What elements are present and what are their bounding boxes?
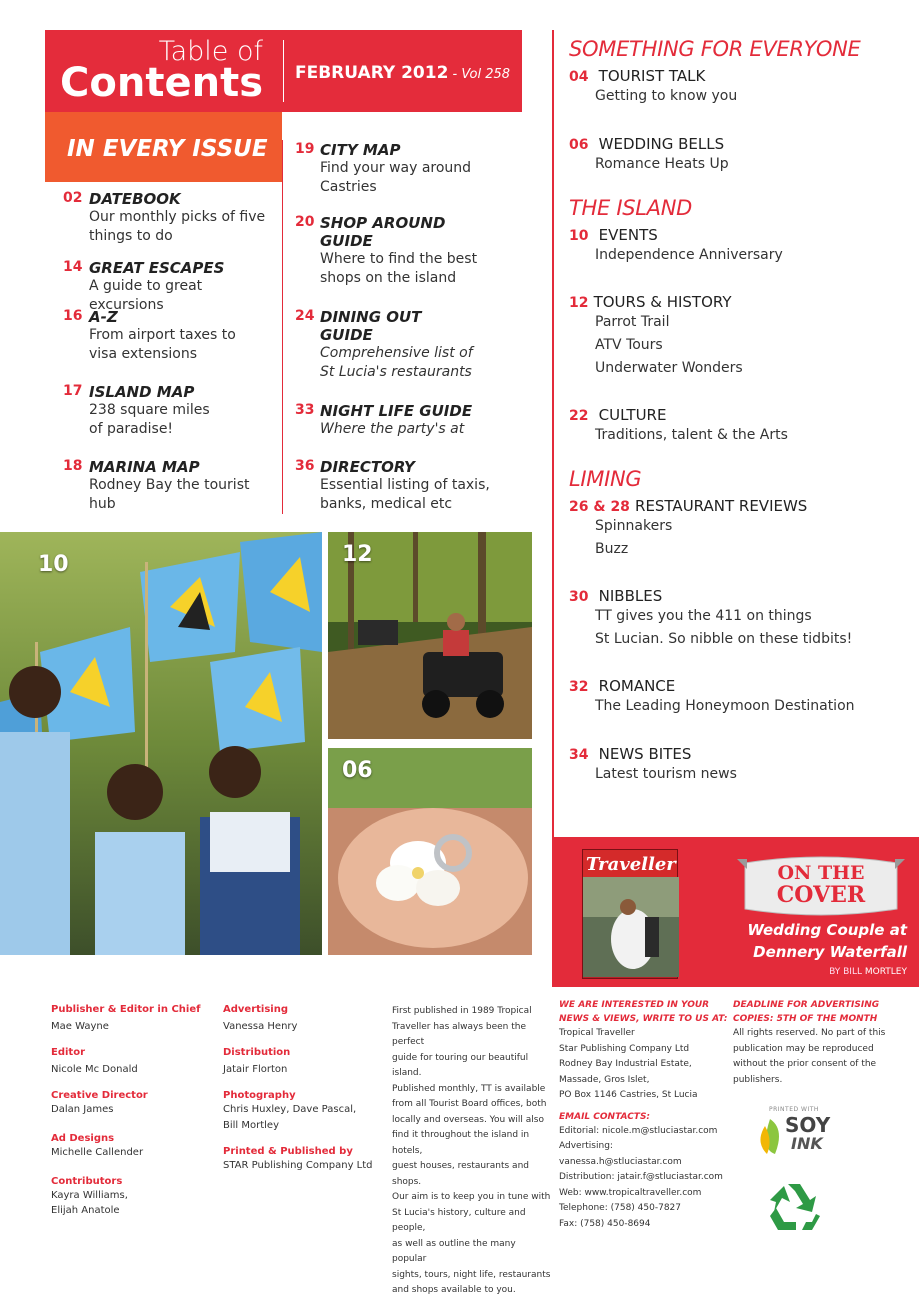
entry-title: ROMANCE [598, 677, 676, 695]
photo-page-number: 10 [38, 552, 69, 577]
entry-desc: Latest tourism news [595, 766, 737, 782]
toc-entry-tours-history[interactable] [569, 292, 743, 380]
entry-desc: banks, medical etc [320, 496, 453, 512]
about-line: and shops available to you. [392, 1285, 516, 1295]
toc-entry-tourist-talk[interactable] [569, 66, 737, 108]
email-heading: EMAIL CONTACTS: [559, 1111, 651, 1122]
page-number: 22 [569, 408, 589, 424]
photo-atv-tours [328, 532, 532, 739]
entry-title: WEDDING BELLS [598, 135, 725, 153]
footer-deadline [733, 998, 908, 1088]
toc-entry-restaurant-reviews[interactable] [569, 496, 807, 561]
entry-title: NIBBLES [598, 587, 663, 605]
about-line: Published monthly, TT is available [392, 1083, 546, 1094]
email-line[interactable]: Distribution: jatair.f@stluciastar.com [559, 1172, 723, 1182]
entry-title: SHOP AROUND [320, 214, 446, 232]
entry-title: TOURIST TALK [598, 67, 706, 85]
section-heading: SOMETHING FOR EVERYONE [569, 37, 861, 61]
entry-title: DINING OUT [320, 308, 422, 326]
rights-line: publication may be reproduced [733, 1043, 874, 1054]
footer-label: Printed & Published by [223, 1146, 353, 1157]
entry-desc: visa extensions [89, 346, 198, 362]
address-line: Rodney Bay Industrial Estate, [559, 1059, 692, 1069]
cover-caption-line2: Dennery Waterfall [753, 943, 907, 961]
entry-desc: A guide to great excursions [89, 278, 203, 313]
toc-entry-directory[interactable] [295, 458, 545, 514]
footer-value: Dalan James [51, 1104, 114, 1115]
entry-desc: Where to find the best [320, 251, 478, 267]
footer-label: Contributors [51, 1176, 123, 1187]
entry-title: ISLAND MAP [89, 383, 195, 401]
page-number: 19 [295, 141, 315, 157]
footer-label: Publisher & Editor in Chief [51, 1004, 201, 1015]
toc-entry-romance[interactable] [569, 676, 855, 718]
phone-line: Telephone: (758) 450-7827 [559, 1203, 681, 1213]
cover-thumbnail[interactable] [582, 849, 678, 979]
entry-desc: Essential listing of taxis, [320, 477, 490, 493]
photo-wedding-rings [328, 748, 532, 955]
footer-value: Bill Mortley [223, 1120, 280, 1131]
every-issue-banner [45, 112, 282, 182]
entry-desc: Comprehensive list of [320, 345, 473, 361]
contact-heading: WE ARE INTERESTED IN YOUR [559, 1000, 710, 1010]
photo-page-number: 12 [342, 542, 373, 567]
entry-desc: Romance Heats Up [595, 156, 729, 172]
entry-title: RESTAURANT REVIEWS [635, 497, 808, 515]
page-number: 12 [569, 295, 589, 311]
cover-credit [702, 967, 907, 977]
rights-line: All rights reserved. No part of this [733, 1028, 886, 1038]
entry-desc: Where the party's at [320, 421, 465, 437]
about-line: Our aim is to keep you in tune with [392, 1192, 551, 1202]
toc-title-small: Table of [158, 36, 263, 67]
toc-entry-night-life[interactable] [295, 402, 545, 439]
entry-title: DIRECTORY [320, 458, 415, 476]
photo-independence-flags [0, 532, 322, 955]
toc-entry-dining-out[interactable] [295, 308, 545, 382]
entry-desc: Getting to know you [595, 88, 738, 104]
footer-value: Chris Huxley, Dave Pascal, [223, 1104, 357, 1115]
page-number: 30 [569, 589, 589, 605]
email-line[interactable]: Advertising: vanessa.h@stluciastar.com [559, 1141, 682, 1167]
entry-title: DATEBOOK [89, 190, 181, 208]
page-number: 02 [63, 190, 83, 206]
footer-label: Advertising [223, 1004, 288, 1015]
toc-entry-wedding-bells[interactable] [569, 134, 729, 176]
entry-desc: Buzz [595, 541, 629, 557]
toc-entry-events[interactable] [569, 225, 783, 267]
footer-label: Creative Director [51, 1090, 148, 1101]
ink-big-text: INK [791, 1134, 823, 1153]
entry-title: MARINA MAP [89, 458, 200, 476]
entry-desc: shops on the island [320, 270, 457, 286]
rights-line: publishers. [733, 1074, 783, 1085]
issue-month: FEBRUARY 2012 [295, 63, 449, 83]
cover-thumb-title: Traveller [583, 850, 677, 877]
cover-caption-line1: Wedding Couple at [747, 921, 907, 939]
page-number: 17 [63, 383, 83, 399]
footer-value: Nicole Mc Donald [51, 1064, 138, 1075]
address-line: Tropical Traveller [559, 1028, 635, 1038]
entry-desc: Castries [320, 179, 377, 195]
about-line: First published in 1989 Tropical [392, 1006, 532, 1016]
entry-title: EVENTS [598, 226, 658, 244]
email-line[interactable]: Editorial: nicole.m@stluciastar.com [559, 1125, 718, 1136]
cover-caption [702, 919, 907, 977]
entry-desc: Find your way around [320, 160, 472, 176]
toc-entry-great-escapes[interactable] [63, 259, 278, 315]
address-line: Massade, Gros Islet, [559, 1074, 650, 1085]
entry-desc: Our monthly picks of five [89, 209, 266, 225]
footer-masthead-col1 [51, 1004, 221, 1218]
soy-leaf-icon [755, 1114, 785, 1159]
footer-value: Michelle Callender [51, 1147, 144, 1158]
issue-volume: Vol 258 [461, 67, 511, 82]
footer-value: Elijah Anatole [51, 1205, 120, 1216]
toc-entry-culture[interactable] [569, 405, 788, 447]
about-line: from all Tourist Board offices, both [392, 1099, 547, 1109]
toc-entry-city-map[interactable] [295, 141, 545, 197]
about-line: as well as outline the many popular [392, 1238, 516, 1264]
page-number: 33 [295, 402, 315, 418]
cover-badge-line1: ON THE [777, 862, 865, 884]
entry-title: GUIDE [320, 326, 373, 344]
fax-line: Fax: (758) 450-8694 [559, 1218, 651, 1229]
toc-entry-shop-around[interactable] [295, 214, 545, 288]
toc-entry-island-map[interactable] [63, 383, 278, 439]
entry-desc: Rodney Bay the tourist hub [89, 477, 250, 512]
entry-desc: From airport taxes to [89, 327, 236, 343]
entry-desc: Independence Anniversary [595, 247, 783, 263]
footer-label: Photography [223, 1090, 296, 1101]
entry-desc: St Lucian. So nibble on these tidbits! [595, 631, 853, 647]
page-number: 26 & 28 [569, 499, 630, 515]
about-line: locally and overseas. You will also [392, 1114, 544, 1125]
footer-label: Ad Designs [51, 1133, 115, 1144]
entry-title: NEWS BITES [598, 745, 692, 763]
entry-desc: Underwater Wonders [595, 360, 743, 376]
entry-title: CITY MAP [320, 141, 401, 159]
footer-contact [559, 998, 729, 1232]
issue-separator: - [448, 67, 462, 82]
entry-desc: St Lucia's restaurants [320, 364, 472, 380]
entry-desc: of paradise! [89, 421, 174, 437]
soy-big-text: SOY [785, 1113, 831, 1137]
entry-desc: 238 square miles [89, 402, 210, 418]
toc-entry-a-z[interactable] [63, 308, 278, 364]
toc-title: Contents [60, 60, 263, 106]
cover-thumb-image [583, 877, 679, 977]
about-line: find it throughout the island in hotels, [392, 1130, 530, 1156]
footer-value: Mae Wayne [51, 1021, 109, 1032]
entry-desc: TT gives you the 411 on things [595, 608, 812, 624]
page-number: 14 [63, 259, 83, 275]
recycle-icon [766, 1178, 824, 1236]
page-number: 32 [569, 679, 589, 695]
cover-badge-line2: COVER [776, 882, 866, 908]
footer-masthead-col2 [223, 1004, 383, 1173]
soy-small-text: PRINTED WITH [769, 1106, 819, 1113]
entry-title: A-Z [89, 308, 118, 326]
toc-entry-nibbles[interactable] [569, 586, 852, 651]
entry-title: GUIDE [320, 232, 373, 250]
entry-desc: things to do [89, 228, 173, 244]
on-the-cover-panel [552, 837, 919, 987]
deadline-heading: COPIES: 5TH OF THE MONTH [733, 1014, 878, 1024]
on-the-cover-badge [737, 855, 905, 921]
page-number: 36 [295, 458, 315, 474]
footer-value: Vanessa Henry [223, 1021, 298, 1032]
entry-title: CULTURE [598, 406, 667, 424]
address-line: PO Box 1146 Castries, St Lucia [559, 1090, 698, 1100]
entry-desc: ATV Tours [595, 337, 663, 353]
about-line: guide for touring our beautiful island. [392, 1052, 529, 1078]
page-number: 18 [63, 458, 83, 474]
every-issue-label: IN EVERY ISSUE [67, 136, 268, 162]
recycle-symbol [766, 1178, 824, 1236]
contact-heading: NEWS & VIEWS, WRITE TO US AT: [559, 1014, 728, 1024]
footer-value: STAR Publishing Company Ltd [223, 1160, 373, 1171]
entry-title: TOURS & HISTORY [593, 293, 732, 311]
toc-header [45, 30, 522, 112]
entry-desc: The Leading Honeymoon Destination [595, 698, 855, 714]
footer-value: Jatair Florton [223, 1064, 288, 1075]
flags-photo-image [0, 532, 322, 955]
entry-title: GREAT ESCAPES [89, 259, 225, 277]
about-line: guest houses, restaurants and shops. [392, 1161, 529, 1187]
deadline-heading: DEADLINE FOR ADVERTISING [733, 1000, 880, 1010]
entry-desc: Traditions, talent & the Arts [595, 427, 788, 443]
page-number: 24 [295, 308, 315, 324]
toc-entry-marina-map[interactable] [63, 458, 278, 514]
rights-line: without the prior consent of the [733, 1059, 877, 1069]
header-divider [283, 40, 284, 102]
photo-page-number: 06 [342, 758, 373, 783]
issue-info [295, 63, 510, 83]
about-line: Traveller has always been the perfect [392, 1021, 527, 1047]
page-number: 04 [569, 69, 589, 85]
toc-entry-datebook[interactable] [63, 190, 278, 246]
entry-desc: Parrot Trail [595, 314, 670, 330]
soy-ink-logo [755, 1106, 835, 1166]
page-number: 10 [569, 228, 589, 244]
section-heading: LIMING [569, 467, 642, 491]
column-divider [282, 140, 283, 514]
cover-credit-name: MORTLEY [864, 967, 907, 977]
toc-entry-news-bites[interactable] [569, 744, 737, 786]
about-line: sights, tours, night life, restaurants [392, 1269, 551, 1280]
page-number: 16 [63, 308, 83, 324]
about-line: St Lucia's history, culture and people, [392, 1207, 526, 1233]
entry-title: NIGHT LIFE GUIDE [320, 402, 473, 420]
section-heading: THE ISLAND [569, 196, 693, 220]
footer-about [392, 1004, 552, 1299]
footer-label: Distribution [223, 1047, 291, 1058]
address-line: Star Publishing Company Ltd [559, 1043, 690, 1054]
footer-label: Editor [51, 1047, 85, 1058]
entry-desc: Spinnakers [595, 518, 673, 534]
page-number: 34 [569, 747, 589, 763]
web-line[interactable]: Web: www.tropicaltraveller.com [559, 1187, 702, 1198]
cover-credit-prefix: BY BILL [829, 967, 865, 977]
page-number: 06 [569, 137, 589, 153]
footer-value: Kayra Williams, [51, 1190, 128, 1201]
page-number: 20 [295, 214, 315, 230]
